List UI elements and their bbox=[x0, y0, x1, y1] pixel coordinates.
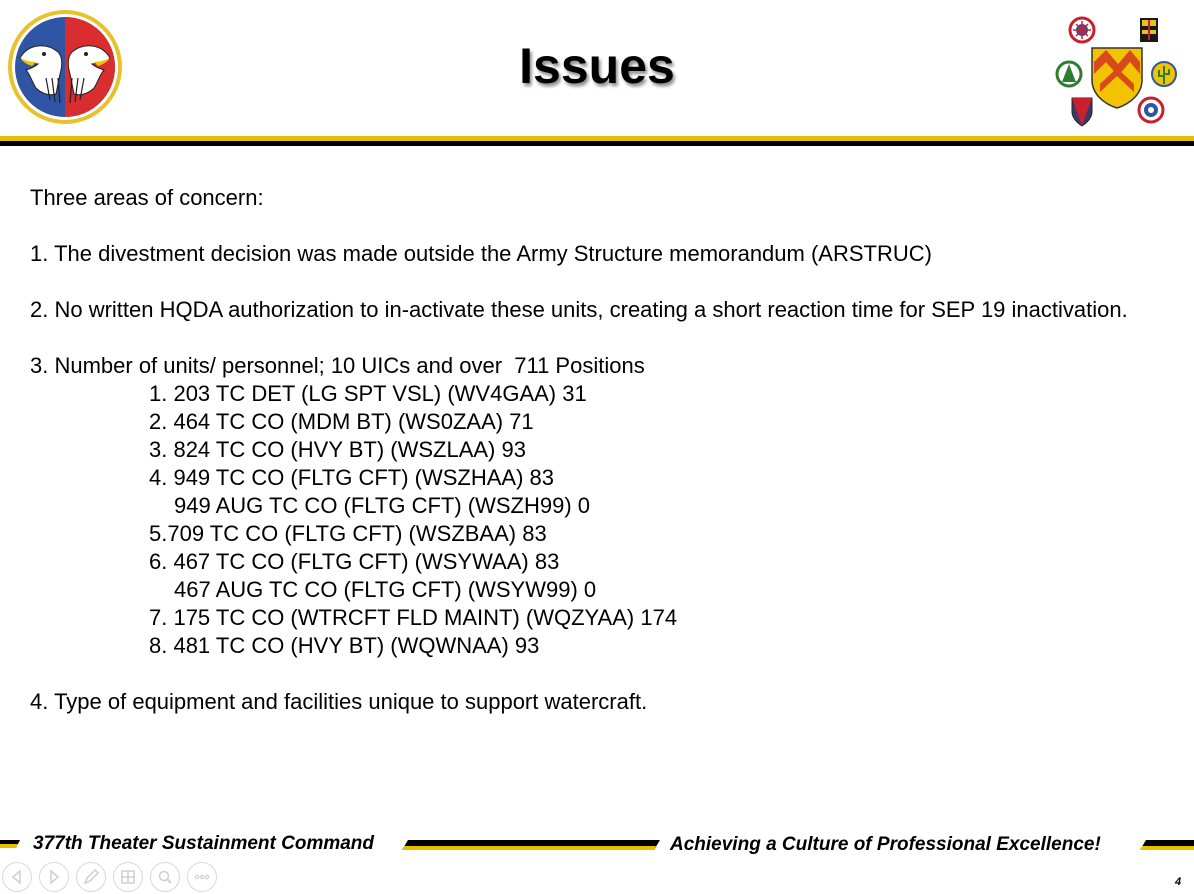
unit-list-item: 5.709 TC CO (FLTG CFT) (WSZBAA) 83 bbox=[149, 521, 547, 546]
unit-list-item: 3. 824 TC CO (HVY BT) (WSZLAA) 93 bbox=[149, 437, 526, 462]
concern-item-3: 3. Number of units/ personnel; 10 UICs and over 711 Positions bbox=[30, 353, 645, 378]
unit-list-item: 4. 949 TC CO (FLTG CFT) (WSZHAA) 83 bbox=[149, 465, 555, 490]
spacer bbox=[30, 660, 1190, 688]
more-options-icon bbox=[193, 868, 211, 886]
footer-motto: Achieving a Culture of Professional Excellence! bbox=[670, 834, 1101, 855]
unit-list-item: 949 AUG TC CO (FLTG CFT) (WSZH99) 0 bbox=[174, 493, 591, 518]
previous-slide-button[interactable] bbox=[2, 862, 32, 892]
pen-button[interactable] bbox=[76, 862, 106, 892]
concern-item-1: 1. The divestment decision was made outside the Army Structure memorandum (ARSTRUC) bbox=[30, 241, 932, 266]
zoom-icon bbox=[156, 868, 174, 886]
unit-list-item: 2. 464 TC CO (MDM BT) (WS0ZAA) 71 bbox=[149, 409, 534, 434]
unit-list-item: 7. 175 TC CO (WTRCFT FLD MAINT) (WQZYAA) 174 bbox=[149, 605, 678, 630]
pen-icon bbox=[82, 868, 100, 886]
footer-command-name: 377th Theater Sustainment Command bbox=[33, 833, 375, 854]
unit-insignia-cluster-icon bbox=[1054, 14, 1180, 130]
spacer bbox=[30, 212, 1190, 240]
next-slide-button[interactable] bbox=[39, 862, 69, 892]
unit-list-item: 8. 481 TC CO (HVY BT) (WQWNAA) 93 bbox=[149, 633, 540, 658]
title-rule-black bbox=[0, 141, 1194, 146]
intro-text: Three areas of concern: bbox=[30, 185, 264, 210]
unit-list-item: 467 AUG TC CO (FLTG CFT) (WSYW99) 0 bbox=[174, 577, 597, 602]
slideshow-controls bbox=[2, 862, 217, 892]
slide-body bbox=[30, 184, 1190, 716]
concern-item-4: 4. Type of equipment and facilities unique to support watercraft. bbox=[30, 689, 648, 714]
unit-list-item: 1. 203 TC DET (LG SPT VSL) (WV4GAA) 31 bbox=[149, 381, 587, 406]
concern-item-2: 2. No written HQDA authorization to in-activate these units, creating a short reaction time for SEP 19 inactivation. bbox=[30, 297, 1128, 322]
page-number: 4 bbox=[1175, 876, 1182, 888]
slides-grid-icon bbox=[119, 868, 137, 886]
more-options-button[interactable] bbox=[187, 862, 217, 892]
unit-list-item: 6. 467 TC CO (FLTG CFT) (WSYWAA) 83 bbox=[149, 549, 560, 574]
previous-slide-icon bbox=[8, 868, 26, 886]
spacer bbox=[30, 324, 1190, 352]
slides-grid-button[interactable] bbox=[113, 862, 143, 892]
spacer bbox=[30, 268, 1190, 296]
page-title: Issues bbox=[519, 38, 675, 94]
next-slide-icon bbox=[45, 868, 63, 886]
zoom-button[interactable] bbox=[150, 862, 180, 892]
